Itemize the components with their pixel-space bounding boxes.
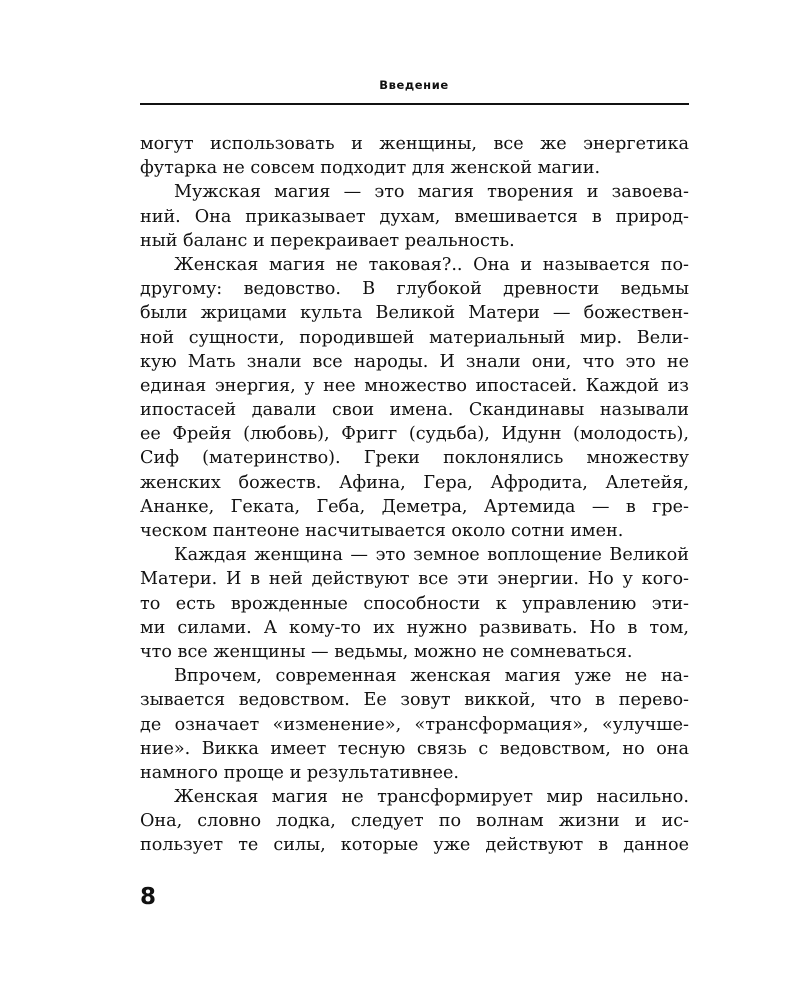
text-line: зывается ведовством. Ее зовут виккой, что в перево-: [140, 690, 689, 711]
text-line: Женская магия не таковая?.. Она и называется по-: [174, 254, 689, 275]
text-line: ной сущности, породившей материальный мир. Вели-: [140, 327, 689, 348]
page-number: 8: [140, 884, 157, 910]
text-line: Впрочем, современная женская магия уже не на-: [174, 666, 689, 687]
text-line: ипостасей давали свои имена. Скандинавы называли: [140, 400, 689, 421]
text-line: ми силами. А кому-то их нужно развивать. Но в том,: [140, 617, 689, 638]
text-line: были жрицами культа Великой Матери — божествен-: [140, 303, 689, 324]
text-line: Каждая женщина — это земное воплощение Великой: [174, 545, 689, 566]
text-line: ческом пантеоне насчитывается около сотни имен.: [140, 521, 624, 541]
text-line: Она, словно лодка, следует по волнам жизни и ис-: [140, 811, 689, 832]
text-line: единая энергия, у нее множество ипостасей. Каждой из: [140, 375, 689, 396]
text-line: футарка не совсем подходит для женской магии.: [140, 158, 601, 179]
text-line: ние». Викка имеет тесную связь с ведовством, но она: [140, 738, 689, 759]
text-line: могут использовать и женщины, все же энергетика: [140, 134, 689, 154]
text-line: Матери. И в ней действуют все эти энергии. Но у кого-: [140, 569, 689, 590]
text-line: ее Фрейя (любовь), Фригг (судьба), Идунн (молодость),: [140, 424, 689, 445]
text-line: пользует те силы, которые уже действуют в данное: [140, 835, 689, 856]
header-rule: [140, 103, 689, 105]
text-line: Женская магия не трансформирует мир насильно.: [174, 787, 689, 808]
body-text: [140, 132, 689, 858]
text-line: Сиф (материнство). Греки поклонялись множеству: [140, 448, 689, 469]
text-line: Ананке, Геката, Геба, Деметра, Артемида — в гре-: [140, 496, 689, 517]
text-line: намного проще и результативнее.: [140, 762, 459, 783]
text-line: кую Мать знали все народы. И знали они, что это не: [140, 351, 689, 372]
text-line: ный баланс и перекраивает реальность.: [140, 230, 515, 251]
text-line: что все женщины — ведьмы, можно не сомневаться.: [140, 641, 633, 662]
text-line: то есть врожденные способности к управлению эти-: [140, 593, 689, 614]
running-head: Введение: [379, 78, 449, 92]
text-line: Мужская магия — это магия творения и завоева-: [174, 182, 689, 203]
text-line: ний. Она приказывает духам, вмешивается в природ-: [140, 206, 689, 227]
text-line: другому: ведовство. В глубокой древности ведьмы: [140, 279, 689, 300]
text-line: де означает «изменение», «трансформация», «улучше-: [140, 714, 689, 735]
text-line: женских божеств. Афина, Гера, Афродита, Алетейя,: [140, 472, 689, 493]
